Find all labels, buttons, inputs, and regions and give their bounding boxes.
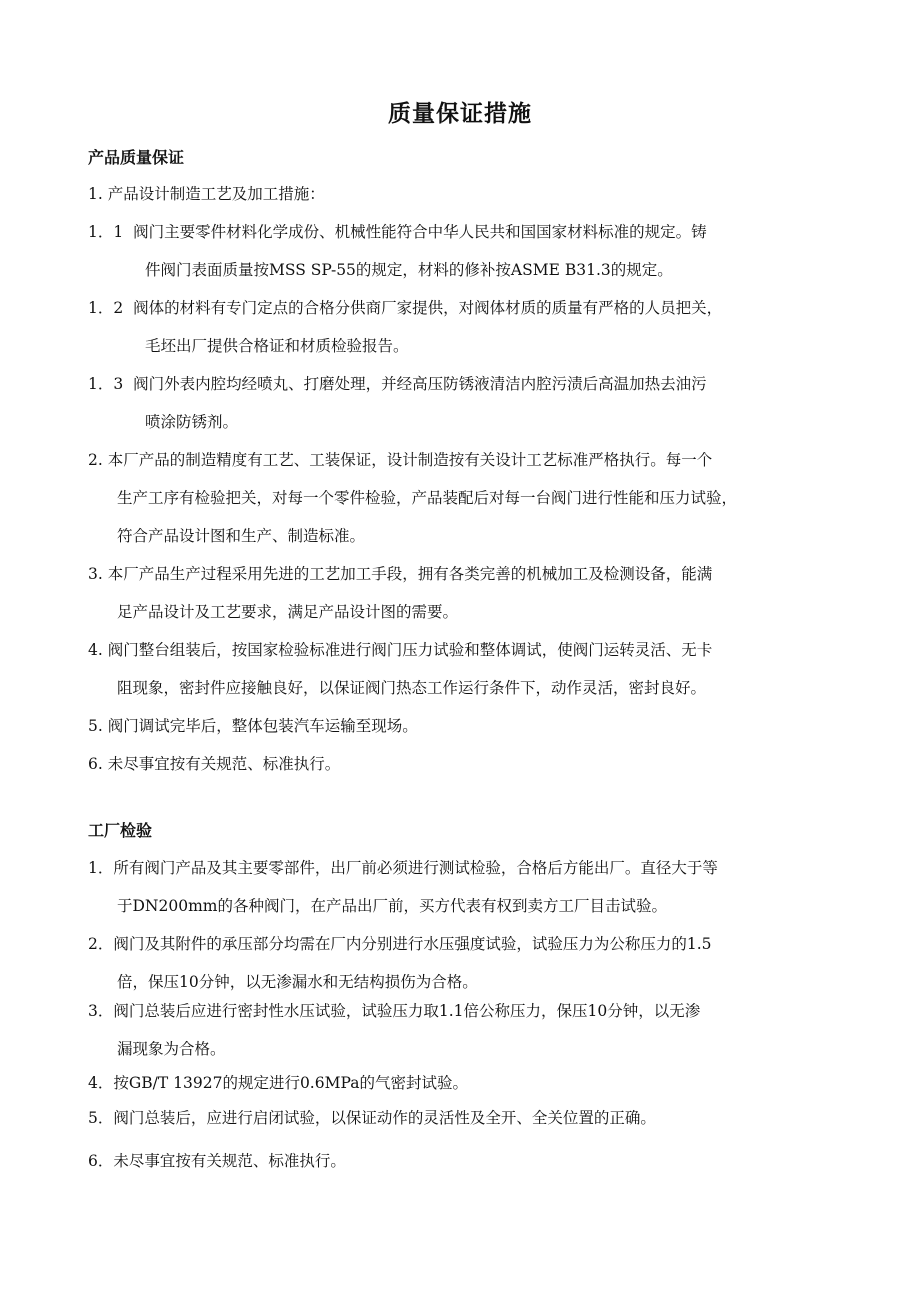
list-item: 1．2 阀体的材料有专门定点的合格分供商厂家提供，对阀体材质的质量有严格的人员把关， 毛坯出厂提供合格证和材质检验报告。 — [88, 299, 723, 355]
section-heading-product-quality: 产品质量保证 — [88, 148, 185, 167]
list-item: 6． 未尽事宜按有关规范、标准执行。 — [88, 1152, 346, 1170]
list-item: 1．3 阀门外表内腔均经喷丸、打磨处理，并经高压防锈液清洁内腔污渍后高温加热去油污 喷涂防锈剂。 — [88, 375, 707, 431]
section-heading-factory-inspection: 工厂检验 — [88, 821, 153, 840]
list-item: 5． 阀门总装后，应进行启闭试验，以保证动作的灵活性及全开、全关位置的正确。 — [88, 1109, 656, 1127]
list-item: 4． 按GB/T 13927的规定进行0.6MPa的气密封试验。 — [88, 1074, 468, 1092]
list-item: 1．1 阀门主要零件材料化学成份、机械性能符合中华人民共和国国家材料标准的规定。铸 件阀门表面质量按MSS SP-55的规定，材料的修补按ASME B31.3的规定。 — [88, 223, 707, 279]
list-item: 3. 本厂产品生产过程采用先进的工艺加工手段，拥有各类完善的机械加工及检测设备，能满 足产品设计及工艺要求，满足产品设计图的需要。 — [88, 565, 713, 621]
list-item: 3． 阀门总装后应进行密封性水压试验，试验压力取1.1倍公称压力，保压10分钟，以无渗 漏现象为合格。 — [88, 1002, 701, 1058]
list-item: 5. 阀门调试完毕后，整体包装汽车运输至现场。 — [88, 717, 418, 735]
document-title: 质量保证措施 — [388, 100, 532, 127]
list-item: 2． 阀门及其附件的承压部分均需在厂内分别进行水压强度试验，试验压力为公称压力的1.5 倍，保压10分钟，以无渗漏水和无结构损伤为合格。 — [88, 935, 712, 991]
list-item: 6. 未尽事宜按有关规范、标准执行。 — [88, 755, 341, 773]
list-item: 2. 本厂产品的制造精度有工艺、工装保证，设计制造按有关设计工艺标准严格执行。每一个 生产工序有检验把关，对每一个零件检验，产品装配后对每一台阀门进行性能和压力试验， 符合产品设计图和生产、制造标准。 — [88, 451, 738, 545]
list-item: 1. 产品设计制造工艺及加工措施： — [88, 185, 325, 203]
list-item: 4. 阀门整台组装后，按国家检验标准进行阀门压力试验和整体调试，使阀门运转灵活、无卡 阻现象，密封件应接触良好，以保证阀门热态工作运行条件下，动作灵活，密封良好。 — [88, 641, 713, 697]
list-item: 1． 所有阀门产品及其主要零部件，出厂前必须进行测试检验，合格后方能出厂。直径大于等 于DN200mm的各种阀门，在产品出厂前，买方代表有权到卖方工厂目击试验。 — [88, 859, 718, 915]
